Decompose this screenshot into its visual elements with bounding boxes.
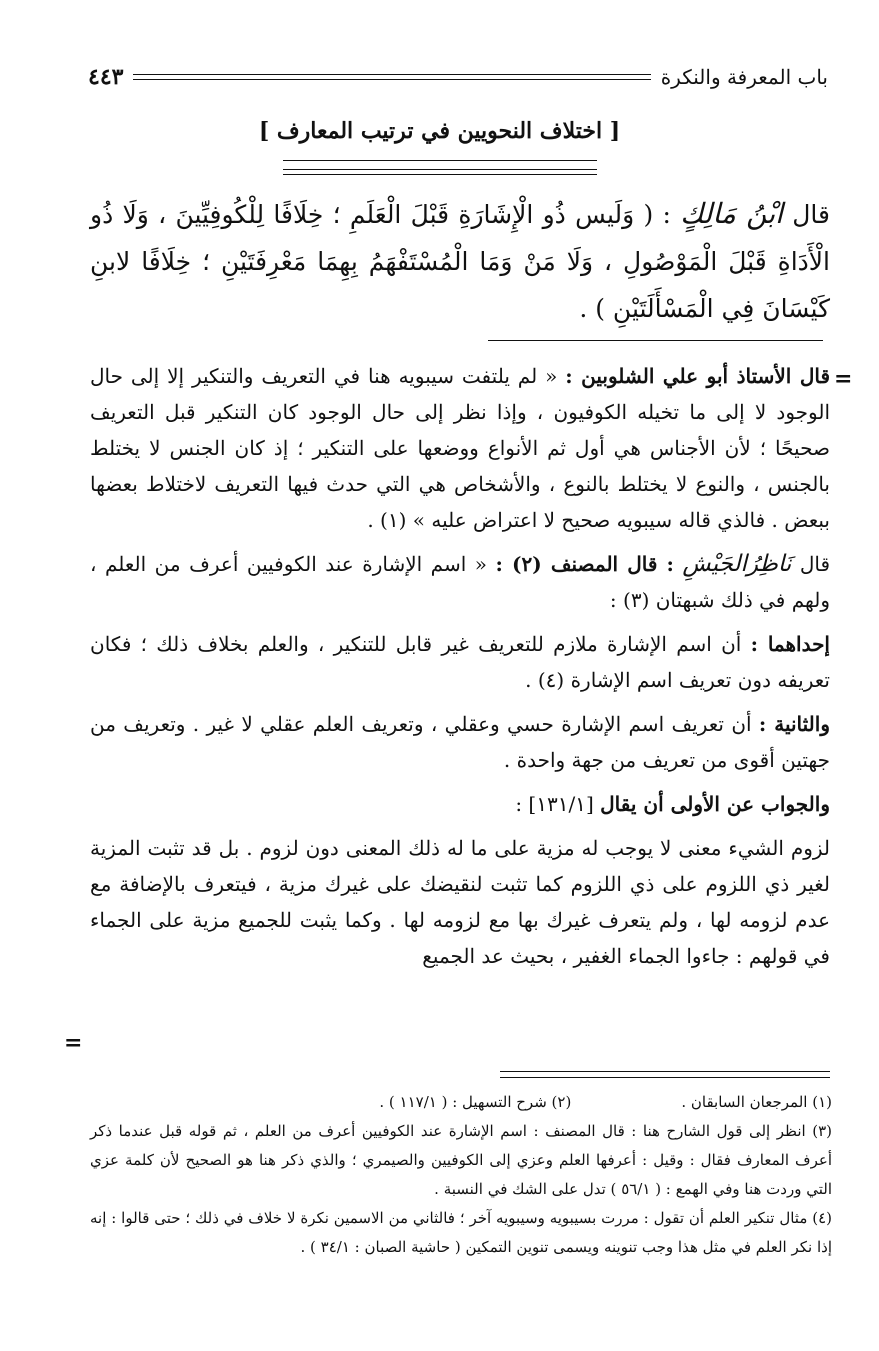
paragraph-answer-heading xyxy=(90,786,830,822)
section-title: [ اختلاف النحويين في ترتيب المعارف ] xyxy=(258,118,621,144)
running-title: باب المعرفة والنكرة xyxy=(660,65,828,89)
footnote-rule xyxy=(500,1071,830,1078)
continuation-mark-top: = xyxy=(834,366,853,392)
matn-text: : ( وَلَيس ذُو الْإِشَارَةِ قَبْلَ الْعَلَمِ ؛ خِلَافًا لِلْكُوفِيِّينَ ، وَلَا ذُو الْأَدَاةِ قَبْلَ الْمَوْصُولِ ، وَلَا مَنْ وَمَا الْمُسْتَفْهَمُ بِهِمَا مَعْرِفَتَيْنِ ؛ خِلَافًا لابنِ كَيْسَانَ فِي الْمَسْأَلَتَيْنِ ) . xyxy=(90,200,830,323)
header-rule xyxy=(133,74,650,80)
paragraph-lead: والجواب عن الأولى أن يقال xyxy=(600,792,830,816)
paragraph-text: أن اسم الإشارة ملازم للتعريف غير قابل للتنكير ، والعلم بخلاف ذلك ؛ فكان تعريفه دون تعريف اسم الإشارة (٤) . xyxy=(90,632,830,692)
paragraph-text: [١٣١/١] : xyxy=(515,792,594,816)
commentator-name: نَاظِرُالجَيْشِ xyxy=(682,551,792,577)
matn-verse xyxy=(90,190,830,332)
paragraph-shalawbin xyxy=(90,358,830,538)
matn-rule xyxy=(488,340,823,341)
paragraph-text: لزوم الشيء معنى لا يوجب له مزية على ما له ذلك المعنى دون لزوم . بل قد تثبت المزية لغير ذي اللزوم على ذي اللزوم كما تثبت لنقيضك على غيرك مزية ، فيتعرف بالإضافة مع عدم لزومه لها ، ولم يتعرف غيرك بها مع لزومه لها . وكما يثبت للجميع مزية على الجماء في قولهم : جاءوا الجماء الغفير ، بحيث عد الجميع xyxy=(90,836,830,968)
running-header xyxy=(88,60,828,94)
footnote-row xyxy=(90,1088,832,1117)
paragraph-lead: قال الأستاذ أبو علي الشلوبين : xyxy=(565,364,831,388)
footnote-3: (٣) انظر إلى قول الشارح هنا : قال المصنف : اسم الإشارة عند الكوفيين أعرف من العلم ، ثم قوله قبل عندما ذكر أعرف المعارف فقال : وقيل : أعرفها العلم وعزي إلى الكوفيين والصيمري ؛ والذي ذكر هنا هو الصحيح لأن كلمة عزي التي وردت هنا وفي الهمع : ( ٥٦/١ ) تدل على الشك في النسبة . xyxy=(90,1122,832,1198)
title-rule-lower xyxy=(283,174,597,175)
paragraph-second-argument xyxy=(90,706,830,778)
paragraph-lead: والثانية : xyxy=(758,712,830,736)
footnotes xyxy=(90,1088,832,1262)
paragraph-mid: : قال المصنف (٢) : xyxy=(495,552,674,576)
paragraph-text: أن تعريف اسم الإشارة حسي وعقلي ، وتعريف العلم عقلي لا غير . وتعريف من جهتين أقوى من تعريف من جهة واحدة . xyxy=(90,712,830,772)
footnote-4: (٤) مثال تنكير العلم أن تقول : مررت بسيبويه وسيبويه آخر ؛ فالثاني من الاسمين نكرة لا خلاف في ذلك ؛ حتى قالوا : إنه إذا نكر العلم في مثل هذا وجب تنوينه ويسمى تنوين التمكين ( حاشية الصبان : ٣٤/١ ) . xyxy=(90,1209,832,1256)
paragraph-answer-text xyxy=(90,830,830,974)
commentary-body xyxy=(90,358,830,982)
paragraph-text: « لم يلتفت سيبويه هنا في التعريف والتنكير إلا إلى حال الوجود لا إلى ما تخيله الكوفيون ، وإذا نظر إلى حال الوجود كان التنكير قبل التعريف صحيحًا ؛ لأن الأجناس هي أول ثم الأنواع ووضعها على التنكير ؛ إذ كان الجنس لا يختلط بالجنس ، والنوع لا يختلط بالنوع ، والأشخاص هي التي حدث فيها التعريف لاختلاط بعضها ببعض . فالذي قاله سيبويه صحيح لا اعتراض عليه » (١) . xyxy=(90,364,830,532)
title-rule xyxy=(283,160,597,170)
footnote-1: (١) المرجعان السابقان . xyxy=(681,1093,832,1111)
page-number: ٤٤٣ xyxy=(88,64,124,90)
continuation-mark-bottom: = xyxy=(64,1030,83,1056)
paragraph-nazir-al-jaysh xyxy=(90,546,830,618)
footnote-2: (٢) شرح التسهيل : ( ١١٧/١ ) . xyxy=(379,1093,572,1111)
matn-author: ابْنُ مَالِكٍ xyxy=(680,197,783,230)
matn-lead: قال xyxy=(792,200,830,229)
paragraph-lead: إحداهما : xyxy=(750,632,830,656)
paragraph-lead: قال xyxy=(799,552,830,576)
paragraph-text: « اسم الإشارة عند الكوفيين أعرف من العلم ، ولهم في ذلك شبهتان (٣) : xyxy=(90,552,830,612)
paragraph-first-argument xyxy=(90,626,830,698)
